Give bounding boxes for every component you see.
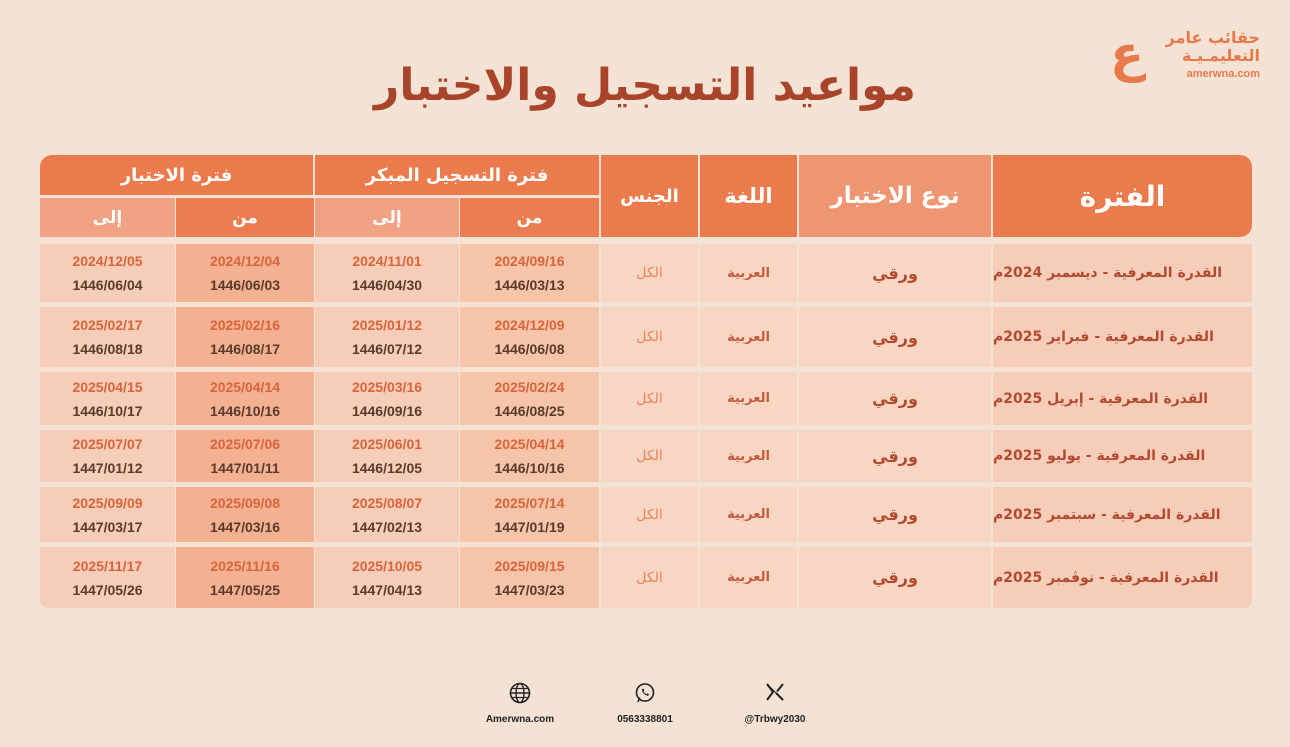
- hijri-date: 1446/08/25: [494, 402, 565, 419]
- row-gender: الكل: [601, 487, 698, 542]
- row-test-type: ورقي: [799, 547, 991, 608]
- hijri-date: 1447/05/25: [209, 581, 281, 598]
- whatsapp-icon: [585, 682, 705, 708]
- logo-name: حقائب عامر: [1165, 28, 1260, 47]
- row-test-to: [40, 307, 175, 367]
- row-test-from: [176, 487, 314, 542]
- page-title: مواعيد التسجيل والاختبار: [374, 60, 916, 111]
- row-test-type: ورقي: [799, 430, 991, 482]
- row-language: العربية: [700, 372, 797, 425]
- footer-social[interactable]: [715, 682, 835, 725]
- hijri-date: 1447/02/13: [351, 518, 423, 535]
- gregorian-date: 2025/02/17: [72, 317, 143, 333]
- hijri-date: 1446/10/17: [72, 402, 143, 419]
- row-test-from: [176, 372, 314, 425]
- x-icon: [715, 682, 835, 708]
- gregorian-date: 2025/07/14: [494, 494, 565, 511]
- hijri-date: 1447/01/11: [210, 460, 280, 476]
- header-language: اللغة: [700, 155, 797, 237]
- gregorian-date: 2025/02/16: [209, 317, 281, 333]
- table-row: [0, 244, 1290, 302]
- hijri-date: 1447/03/17: [72, 518, 143, 535]
- gregorian-date: 2025/09/08: [209, 494, 281, 511]
- row-gender: الكل: [601, 547, 698, 608]
- website-text: Amerwna.com: [485, 714, 555, 725]
- header-test-from: من: [176, 198, 314, 237]
- gregorian-date: 2024/12/04: [209, 253, 281, 269]
- row-test-from: [176, 430, 314, 482]
- table-row: [0, 307, 1290, 367]
- gregorian-date: 2025/01/12: [351, 317, 423, 333]
- row-test-type: ورقي: [799, 372, 991, 425]
- header-test-period: فترة الاختبار: [40, 155, 313, 195]
- table-row: [0, 487, 1290, 542]
- hijri-date: 1446/04/30: [351, 277, 423, 293]
- gregorian-date: 2024/09/16: [494, 253, 565, 269]
- row-language: العربية: [700, 307, 797, 367]
- hijri-date: 1446/10/16: [209, 402, 281, 419]
- hijri-date: 1446/12/05: [351, 460, 423, 476]
- row-test-to: [40, 430, 175, 482]
- gregorian-date: 2024/11/01: [352, 253, 422, 269]
- row-reg-from: [460, 244, 599, 302]
- gregorian-date: 2025/08/07: [351, 494, 423, 511]
- header-gender: الجنس: [601, 155, 698, 237]
- gregorian-date: 2025/07/06: [209, 436, 281, 452]
- row-period: القدرة المعرفية - سبتمبر 2025م: [993, 487, 1252, 542]
- row-test-from: [176, 244, 314, 302]
- row-period: القدرة المعرفية - فبراير 2025م: [993, 307, 1252, 367]
- row-period: القدرة المعرفية - ديسمبر 2024م: [993, 244, 1252, 302]
- row-period: القدرة المعرفية - نوڤمبر 2025م: [993, 547, 1252, 608]
- header-period: الفترة: [993, 155, 1252, 237]
- hijri-date: 1447/04/13: [351, 581, 423, 598]
- header-test-to: إلى: [40, 198, 175, 237]
- footer-phone[interactable]: [585, 682, 705, 725]
- gregorian-date: 2025/04/14: [209, 378, 281, 395]
- gregorian-date: 2025/10/05: [351, 557, 423, 574]
- row-reg-from: [460, 307, 599, 367]
- row-test-to: [40, 487, 175, 542]
- hijri-date: 1446/03/13: [494, 277, 565, 293]
- table-row: [0, 372, 1290, 425]
- row-reg-to: [315, 307, 459, 367]
- row-test-to: [40, 547, 175, 608]
- row-test-type: ورقي: [799, 244, 991, 302]
- row-gender: الكل: [601, 307, 698, 367]
- row-reg-from: [460, 547, 599, 608]
- header-test-type: نوع الاختبار: [799, 155, 991, 237]
- gregorian-date: 2025/02/24: [494, 378, 565, 395]
- logo-subname: التعليمـيـة: [1181, 46, 1260, 65]
- row-language: العربية: [700, 430, 797, 482]
- hijri-date: 1446/10/16: [494, 460, 565, 476]
- hijri-date: 1446/08/17: [209, 341, 281, 357]
- row-reg-to: [315, 430, 459, 482]
- row-language: العربية: [700, 547, 797, 608]
- hijri-date: 1447/05/26: [72, 581, 143, 598]
- row-reg-to: [315, 487, 459, 542]
- row-language: العربية: [700, 244, 797, 302]
- hijri-date: 1446/06/08: [494, 341, 565, 357]
- row-gender: الكل: [601, 430, 698, 482]
- gregorian-date: 2024/12/05: [72, 253, 143, 269]
- row-reg-from: [460, 430, 599, 482]
- phone-text: 0563338801: [617, 714, 673, 725]
- row-test-from: [176, 307, 314, 367]
- hijri-date: 1446/08/18: [72, 341, 143, 357]
- gregorian-date: 2025/09/09: [72, 494, 143, 511]
- hijri-date: 1447/01/19: [494, 518, 565, 535]
- row-test-from: [176, 547, 314, 608]
- row-test-to: [40, 372, 175, 425]
- gregorian-date: 2025/11/16: [210, 557, 280, 574]
- row-reg-from: [460, 487, 599, 542]
- row-period: القدرة المعرفية - يوليو 2025م: [993, 430, 1252, 482]
- row-test-type: ورقي: [799, 487, 991, 542]
- header-reg-from: من: [460, 198, 599, 237]
- gregorian-date: 2025/04/14: [494, 436, 565, 452]
- gregorian-date: 2024/12/09: [494, 317, 565, 333]
- logo-url: amerwna.com: [1186, 68, 1260, 80]
- row-test-type: ورقي: [799, 307, 991, 367]
- hijri-date: 1447/03/16: [209, 518, 281, 535]
- hijri-date: 1446/09/16: [351, 402, 423, 419]
- row-gender: الكل: [601, 244, 698, 302]
- row-gender: الكل: [601, 372, 698, 425]
- row-test-to: [40, 244, 175, 302]
- footer-website[interactable]: [460, 682, 580, 725]
- row-reg-from: [460, 372, 599, 425]
- gregorian-date: 2025/06/01: [351, 436, 423, 452]
- hijri-date: 1446/06/04: [72, 277, 143, 293]
- hijri-date: 1447/01/12: [72, 460, 143, 476]
- row-language: العربية: [700, 487, 797, 542]
- hijri-date: 1446/07/12: [351, 341, 423, 357]
- table-row: [0, 547, 1290, 608]
- row-reg-to: [315, 372, 459, 425]
- gregorian-date: 2025/03/16: [351, 378, 423, 395]
- gregorian-date: 2025/07/07: [72, 436, 143, 452]
- row-reg-to: [315, 244, 459, 302]
- row-reg-to: [315, 547, 459, 608]
- gregorian-date: 2025/09/15: [494, 557, 565, 574]
- social-text: @Trbwy2030: [744, 714, 806, 725]
- hijri-date: 1446/06/03: [209, 277, 281, 293]
- hijri-date: 1447/03/23: [494, 581, 565, 598]
- header-early-registration: فترة التسجيل المبكر: [315, 155, 599, 195]
- gregorian-date: 2025/04/15: [72, 378, 143, 395]
- table-row: [0, 430, 1290, 482]
- logo-mark-icon: ع: [1110, 25, 1145, 83]
- header-reg-to: إلى: [315, 198, 459, 237]
- row-period: القدرة المعرفية - إبريل 2025م: [993, 372, 1252, 425]
- gregorian-date: 2025/11/17: [72, 557, 143, 574]
- globe-icon: [460, 682, 580, 708]
